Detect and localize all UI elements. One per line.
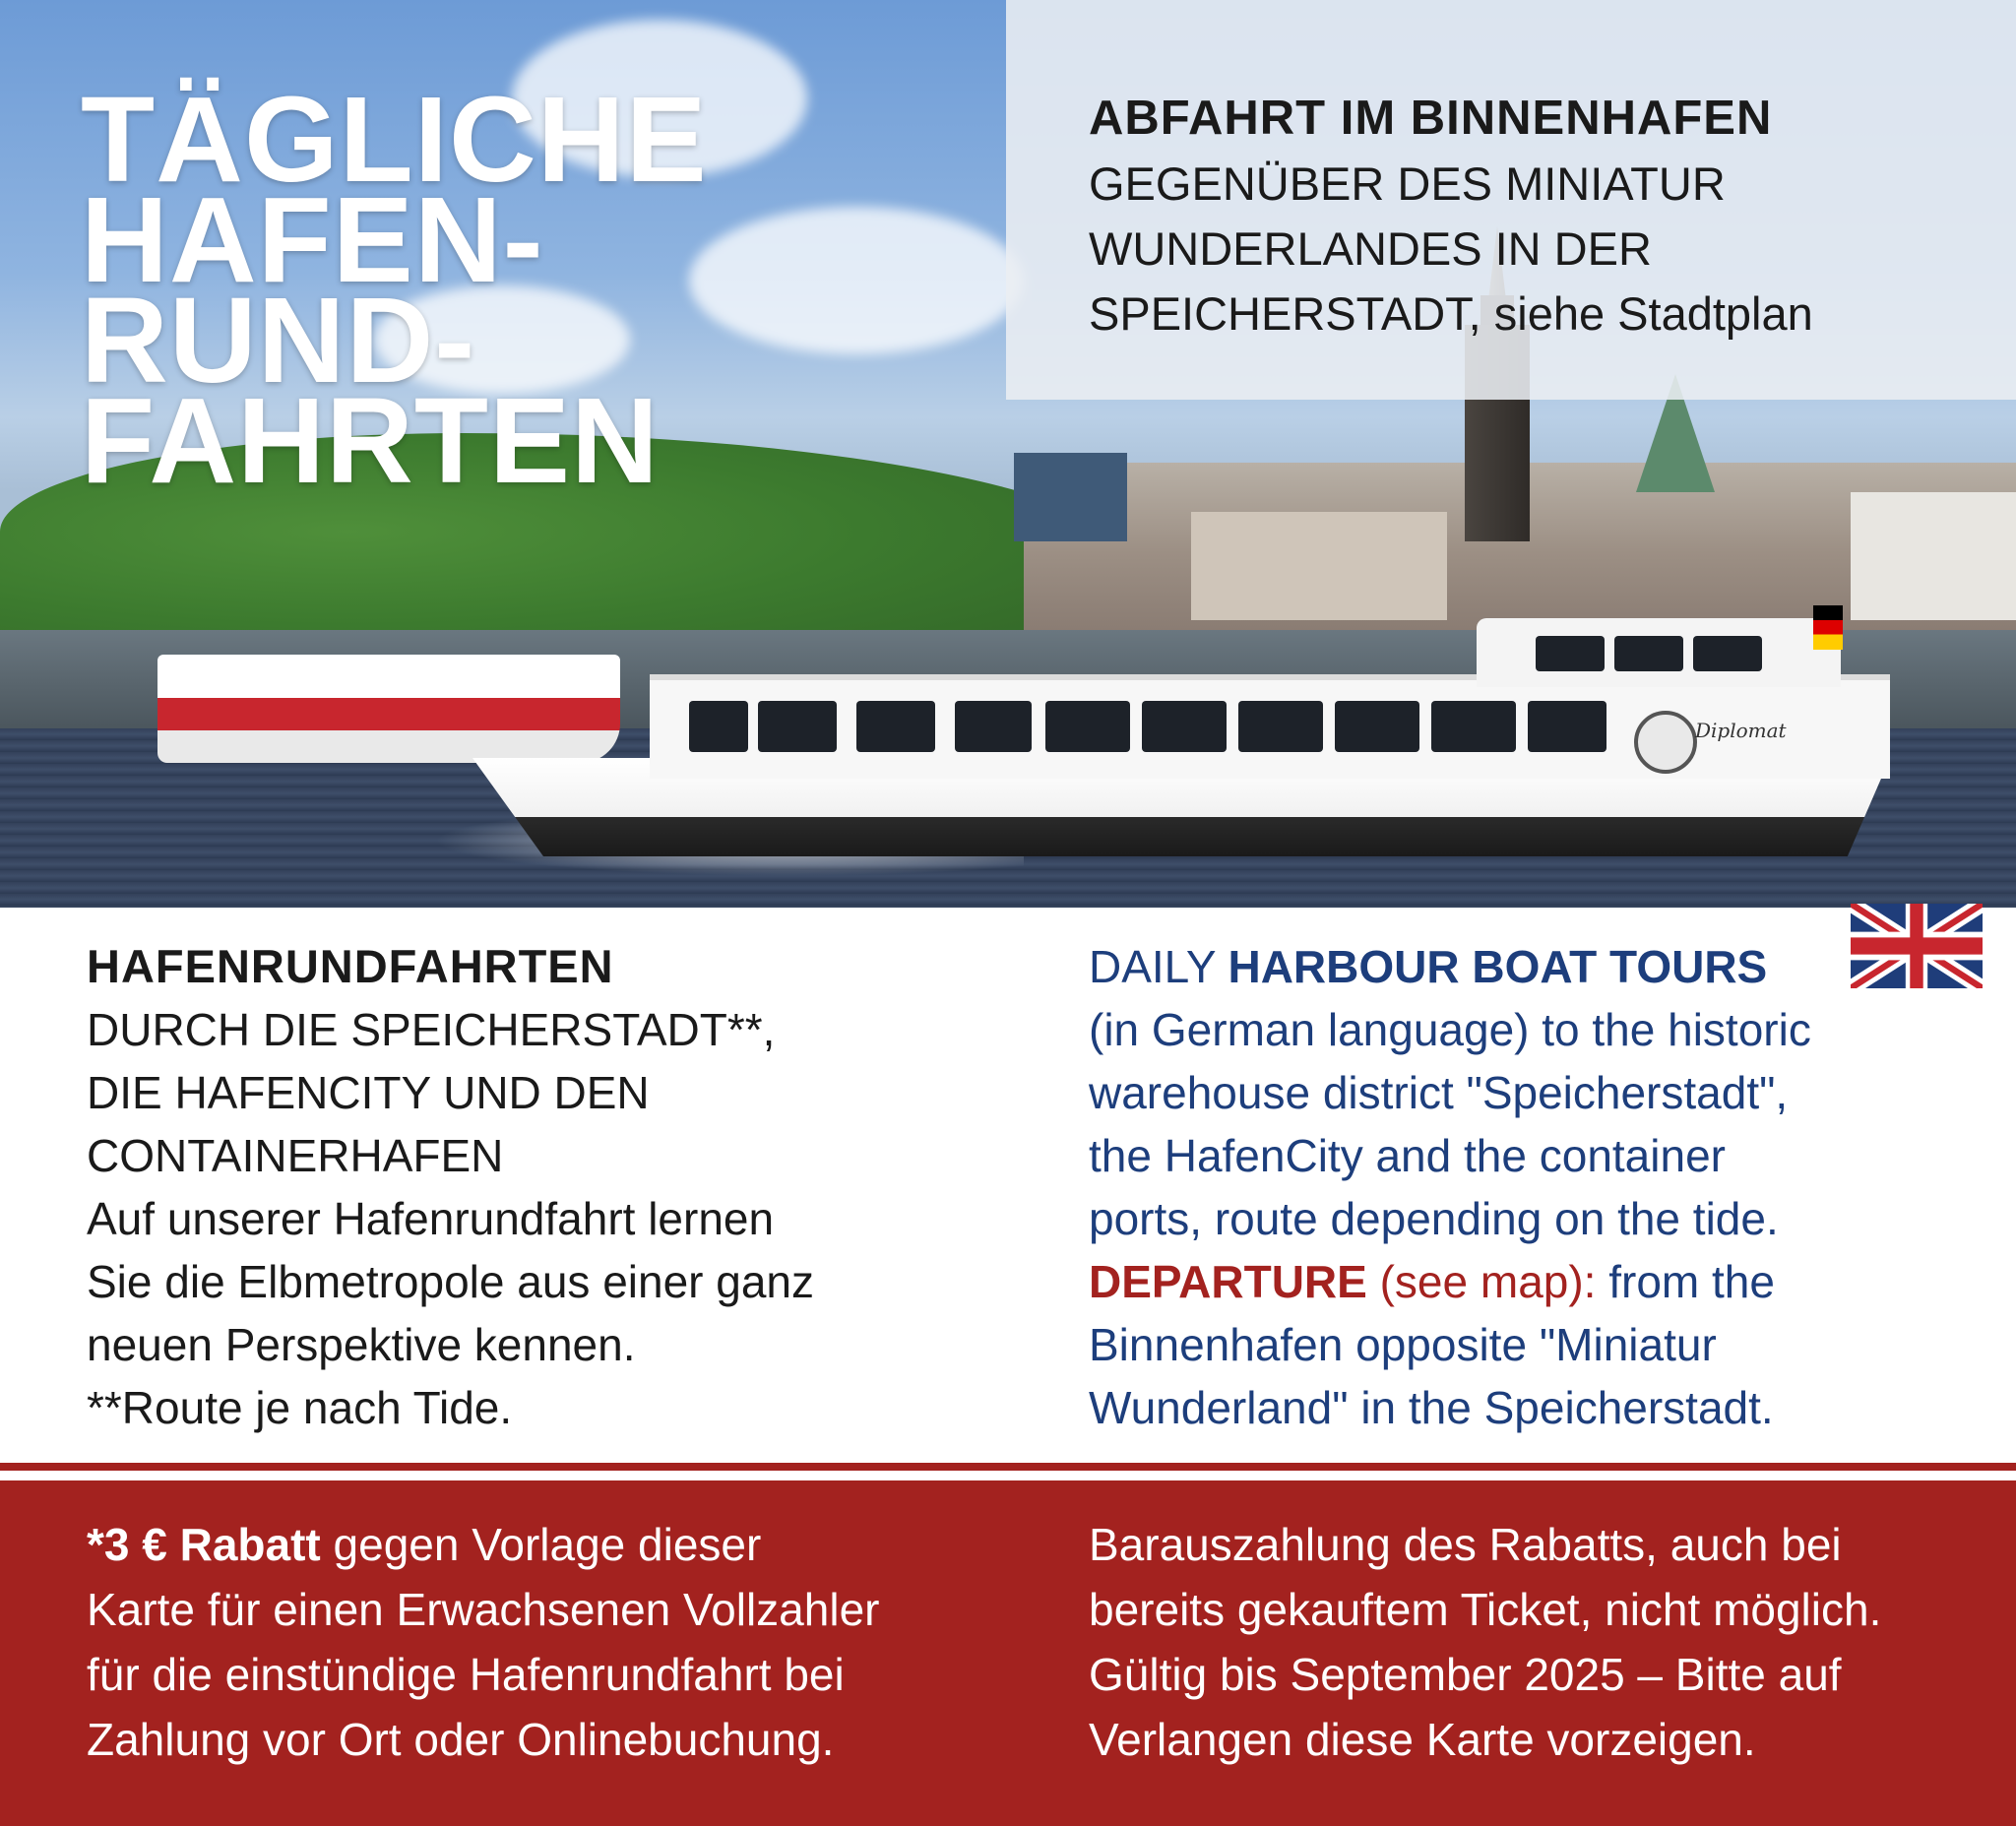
english-line: the HafenCity and the container bbox=[1089, 1130, 1726, 1181]
boat-window bbox=[1335, 701, 1419, 752]
headline-line: HAFEN- bbox=[81, 173, 544, 308]
departure-title: ABFAHRT IM BINNENHAFEN bbox=[1089, 92, 1773, 145]
boat-window bbox=[1142, 701, 1227, 752]
boat-emblem bbox=[1634, 711, 1697, 774]
bridge-window bbox=[1614, 636, 1683, 671]
terms-line: Verlangen diese Karte vorzeigen. bbox=[1089, 1714, 1756, 1765]
cloud bbox=[689, 207, 1024, 354]
english-title-prefix: DAILY bbox=[1089, 941, 1216, 992]
boat-window bbox=[1431, 701, 1516, 752]
english-line: (in German language) to the historic bbox=[1089, 1004, 1811, 1055]
terms-line: Barauszahlung des Rabatts, auch bei bbox=[1089, 1519, 1842, 1570]
discount-line: Zahlung vor Ort oder Onlinebuchung. bbox=[87, 1714, 835, 1765]
old-building bbox=[1191, 512, 1447, 620]
departure-line: SPEICHERSTADT, siehe Stadtplan bbox=[1089, 287, 1813, 340]
german-description bbox=[87, 935, 973, 1439]
terms-line: Gültig bis September 2025 – Bitte auf bbox=[1089, 1649, 1842, 1700]
boat-window bbox=[955, 701, 1032, 752]
headline-line: RUND- bbox=[81, 274, 476, 409]
german-title: HAFENRUNDFAHRTEN bbox=[87, 940, 614, 992]
discount-text: gegen Vorlage dieser bbox=[333, 1519, 762, 1570]
english-line: ports, route depending on the tide. bbox=[1089, 1193, 1779, 1244]
boat-banner: Machen Sie bei uns fest! bbox=[325, 684, 509, 701]
headline bbox=[81, 73, 708, 509]
english-title bbox=[1089, 935, 1975, 998]
discount-footer bbox=[0, 1480, 2016, 1826]
english-line: Wunderland" in the Speicherstadt. bbox=[1089, 1382, 1774, 1433]
headline-line: FAHRTEN bbox=[81, 374, 660, 509]
german-line: neuen Perspektive kennen. bbox=[87, 1319, 636, 1370]
german-flag-icon bbox=[1813, 605, 1843, 650]
english-description bbox=[1089, 935, 1975, 1439]
boat-window bbox=[689, 701, 748, 752]
white-building bbox=[1851, 492, 2016, 620]
boat-window bbox=[856, 701, 935, 752]
english-departure-label: DEPARTURE bbox=[1089, 1256, 1367, 1307]
boat-window bbox=[1238, 701, 1323, 752]
discount-offer bbox=[87, 1512, 879, 1772]
red-divider bbox=[0, 1463, 2016, 1471]
red-harbour-boat bbox=[158, 655, 620, 763]
german-line: Sie die Elbmetropole aus einer ganz bbox=[87, 1256, 815, 1307]
boat-window bbox=[758, 701, 837, 752]
uk-flag-icon bbox=[1851, 904, 1983, 988]
discount-terms bbox=[1089, 1512, 1881, 1772]
glass-building bbox=[1014, 453, 1127, 541]
bridge-window bbox=[1693, 636, 1762, 671]
german-line: **Route je nach Tide. bbox=[87, 1382, 513, 1433]
harbour-photo bbox=[0, 0, 2016, 908]
german-line: Auf unserer Hafenrundfahrt lernen bbox=[87, 1193, 775, 1244]
departure-line: WUNDERLANDES IN DER bbox=[1089, 222, 1652, 275]
english-line: Binnenhafen opposite "Miniatur bbox=[1089, 1319, 1717, 1370]
discount-line: Karte für einen Erwachsenen Vollzahler bbox=[87, 1584, 880, 1635]
english-departure-line bbox=[1089, 1250, 1975, 1313]
headline-line: TÄGLICHE bbox=[81, 73, 708, 208]
terms-line: bereits gekauftem Ticket, nicht möglich. bbox=[1089, 1584, 1882, 1635]
discount-amount: *3 € Rabatt bbox=[87, 1519, 321, 1570]
english-departure-note: (see map): bbox=[1379, 1256, 1597, 1307]
discount-line bbox=[87, 1512, 879, 1577]
german-line: DIE HAFENCITY UND DEN bbox=[87, 1067, 650, 1118]
boat-window bbox=[1045, 701, 1130, 752]
boat-name-label: Diplomat bbox=[1695, 719, 1787, 742]
discount-line: für die einstündige Hafenrundfahrt bei bbox=[87, 1649, 845, 1700]
bridge-window bbox=[1536, 636, 1605, 671]
german-line: DURCH DIE SPEICHERSTADT**, bbox=[87, 1004, 776, 1055]
english-title-bold: HARBOUR BOAT TOURS bbox=[1228, 941, 1768, 992]
boat-window bbox=[1528, 701, 1606, 752]
german-line: CONTAINERHAFEN bbox=[87, 1130, 504, 1181]
departure-text bbox=[1089, 152, 1813, 346]
english-departure-rest: from the bbox=[1608, 1256, 1775, 1307]
english-line: warehouse district "Speicherstadt", bbox=[1089, 1067, 1789, 1118]
departure-line: GEGENÜBER DES MINIATUR bbox=[1089, 157, 1726, 210]
